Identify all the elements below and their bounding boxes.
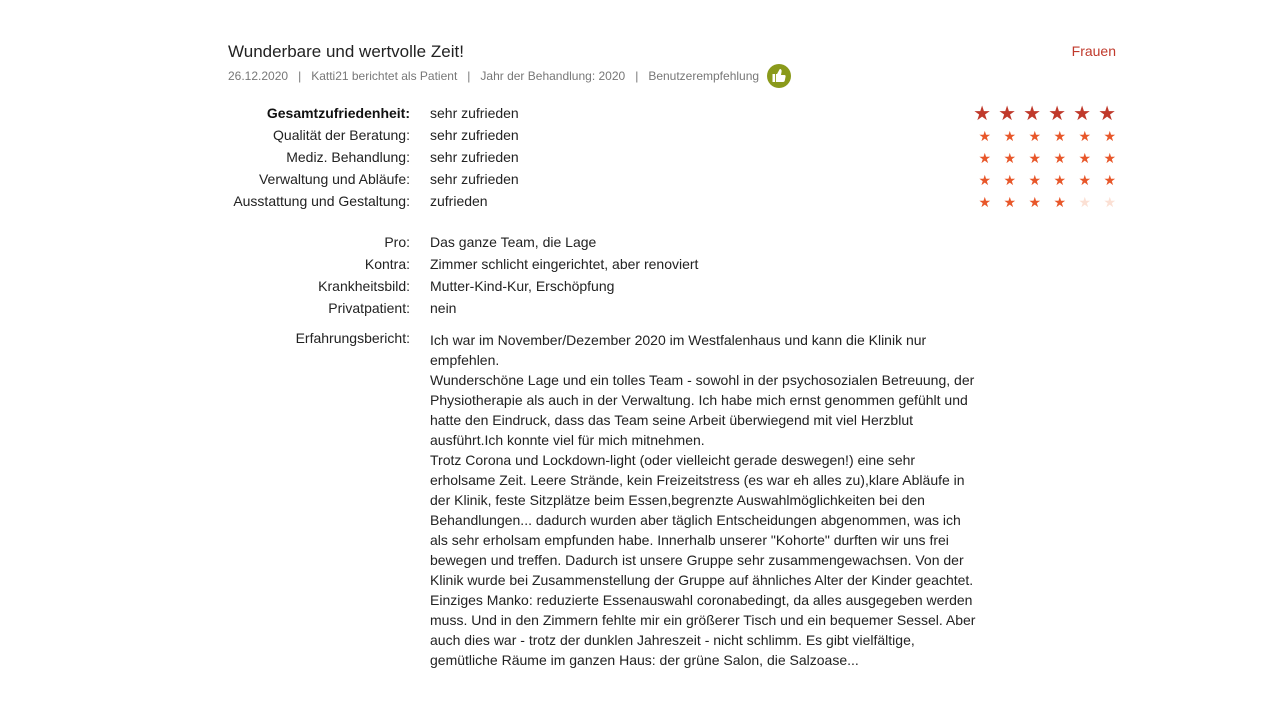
detail-value: Zimmer schlicht eingerichtet, aber renoviert — [430, 256, 699, 272]
star-filled-icon: ★ — [1103, 128, 1116, 144]
star-filled-icon: ★ — [1023, 103, 1041, 125]
review-meta — [228, 66, 791, 86]
rating-value: sehr zufrieden — [430, 105, 519, 121]
rating-label: Ausstattung und Gestaltung: — [233, 193, 410, 209]
star-filled-icon: ★ — [1003, 128, 1016, 144]
rating-value: sehr zufrieden — [430, 127, 519, 143]
star-filled-icon: ★ — [1053, 194, 1066, 210]
star-filled-icon: ★ — [978, 128, 991, 144]
star-filled-icon: ★ — [998, 103, 1016, 125]
star-filled-icon: ★ — [1028, 150, 1041, 166]
star-rating — [966, 126, 1116, 146]
rating-value: sehr zufrieden — [430, 171, 519, 187]
detail-row — [228, 254, 1118, 276]
rating-label: Verwaltung und Abläufe: — [258, 171, 410, 187]
rating-row — [228, 103, 1118, 125]
detail-row — [228, 276, 1118, 298]
rating-label: Gesamtzufriedenheit: — [266, 105, 410, 121]
star-filled-icon: ★ — [1078, 128, 1091, 144]
star-filled-icon: ★ — [1073, 103, 1091, 125]
star-rating — [966, 170, 1116, 190]
star-filled-icon: ★ — [978, 172, 991, 188]
star-filled-icon: ★ — [1048, 103, 1066, 125]
star-rating — [966, 148, 1116, 168]
report-paragraph: Trotz Corona und Lockdown-light (oder vielleicht gerade deswegen!) eine sehr erholsame Zeit. Leere Strände, kein Freizeitstress (es war eh alles zu),klare Abläufe in der Klinik, feste Sitzplätze beim Essen,begrenzte Auswahlmöglichkeiten bei den Behandlungen... dadurch wurden aber täglich Entscheidungen abgenommen, was ich als sehr erholsam empfunden habe. Innerhalb unserer "Kohorte" durften wir uns frei bewegen und treffen. Dadurch ist unsere Gruppe sehr zusammengewachsen. Von der Klinik wurde bei Zusammenstellung der Gruppe auf ähnliches Alter der Kinder geachtet. — [430, 452, 974, 588]
meta-separator: | — [635, 69, 639, 83]
review-card — [228, 0, 1118, 720]
rating-row — [228, 125, 1118, 147]
report-text — [430, 330, 978, 670]
detail-label: Krankheitsbild: — [318, 278, 410, 294]
star-filled-icon: ★ — [1103, 172, 1116, 188]
treatment-year: Jahr der Behandlung: 2020 — [480, 69, 626, 83]
review-date: 26.12.2020 — [228, 69, 289, 83]
thumbs-up-icon — [767, 64, 791, 88]
star-empty-icon: ★ — [1103, 194, 1116, 210]
detail-value: nein — [430, 300, 457, 316]
detail-row — [228, 232, 1118, 254]
star-filled-icon: ★ — [978, 150, 991, 166]
details-list — [228, 232, 1118, 320]
rating-row — [228, 169, 1118, 191]
star-filled-icon: ★ — [1078, 150, 1091, 166]
rating-row — [228, 147, 1118, 169]
star-filled-icon: ★ — [1028, 172, 1041, 188]
meta-separator: | — [298, 69, 302, 83]
rating-label: Qualität der Beratung: — [273, 127, 410, 143]
detail-label: Pro: — [384, 234, 410, 250]
star-filled-icon: ★ — [1003, 150, 1016, 166]
report-label: Erfahrungsbericht: — [295, 330, 410, 346]
star-rating — [966, 192, 1116, 212]
star-empty-icon: ★ — [1078, 194, 1091, 210]
star-filled-icon: ★ — [1053, 128, 1066, 144]
review-title: Wunderbare und wertvolle Zeit! — [228, 42, 464, 61]
report-paragraph: Einziges Manko: reduzierte Essenauswahl coronabedingt, da alles ausgegeben werden muss. Und in den Zimmern fehlte mir ein größerer Tisch und ein bequemer Sessel. Aber auch dies war - trotz der dunklen Jahreszeit - nicht schlimm. Es gibt vielfältige, gemütliche Räume im ganzen Haus: der grüne Salon, die Salzoase... — [430, 592, 976, 668]
meta-separator: | — [467, 69, 471, 83]
star-filled-icon: ★ — [1053, 150, 1066, 166]
star-filled-icon: ★ — [1103, 150, 1116, 166]
rating-value: sehr zufrieden — [430, 149, 519, 165]
category-link-frauen[interactable]: Frauen — [1071, 43, 1116, 59]
detail-label: Kontra: — [364, 256, 410, 272]
star-filled-icon: ★ — [1003, 172, 1016, 188]
detail-label: Privatpatient: — [328, 300, 410, 316]
report-paragraph: Wunderschöne Lage und ein tolles Team - sowohl in der psychosozialen Betreuung, der Physiotherapie als auch in der Verwaltung. Ich habe mich ernst genommen gefühlt und hatte den Eindruck, dass das Team seine Arbeit überwiegend mit viel Herzblut ausführt.Ich konnte viel für mich mitnehmen. — [430, 372, 975, 448]
star-filled-icon: ★ — [1003, 194, 1016, 210]
detail-value: Mutter-Kind-Kur, Erschöpfung — [430, 278, 615, 294]
star-filled-icon: ★ — [978, 194, 991, 210]
review-author: Katti21 berichtet als Patient — [311, 69, 458, 83]
ratings-list — [228, 103, 1118, 213]
rating-row — [228, 191, 1118, 213]
star-filled-icon: ★ — [1098, 103, 1116, 125]
rating-label: Mediz. Behandlung: — [286, 149, 410, 165]
star-filled-icon: ★ — [1078, 172, 1091, 188]
star-rating — [966, 104, 1116, 124]
detail-row — [228, 298, 1118, 320]
report-paragraph: Ich war im November/Dezember 2020 im Westfalenhaus und kann die Klinik nur empfehlen. — [430, 332, 927, 368]
detail-value: Das ganze Team, die Lage — [430, 234, 597, 250]
star-filled-icon: ★ — [1028, 128, 1041, 144]
star-filled-icon: ★ — [1028, 194, 1041, 210]
rating-value: zufrieden — [430, 193, 488, 209]
star-filled-icon: ★ — [973, 103, 991, 125]
recommendation-label: Benutzerempfehlung — [648, 69, 760, 83]
star-filled-icon: ★ — [1053, 172, 1066, 188]
